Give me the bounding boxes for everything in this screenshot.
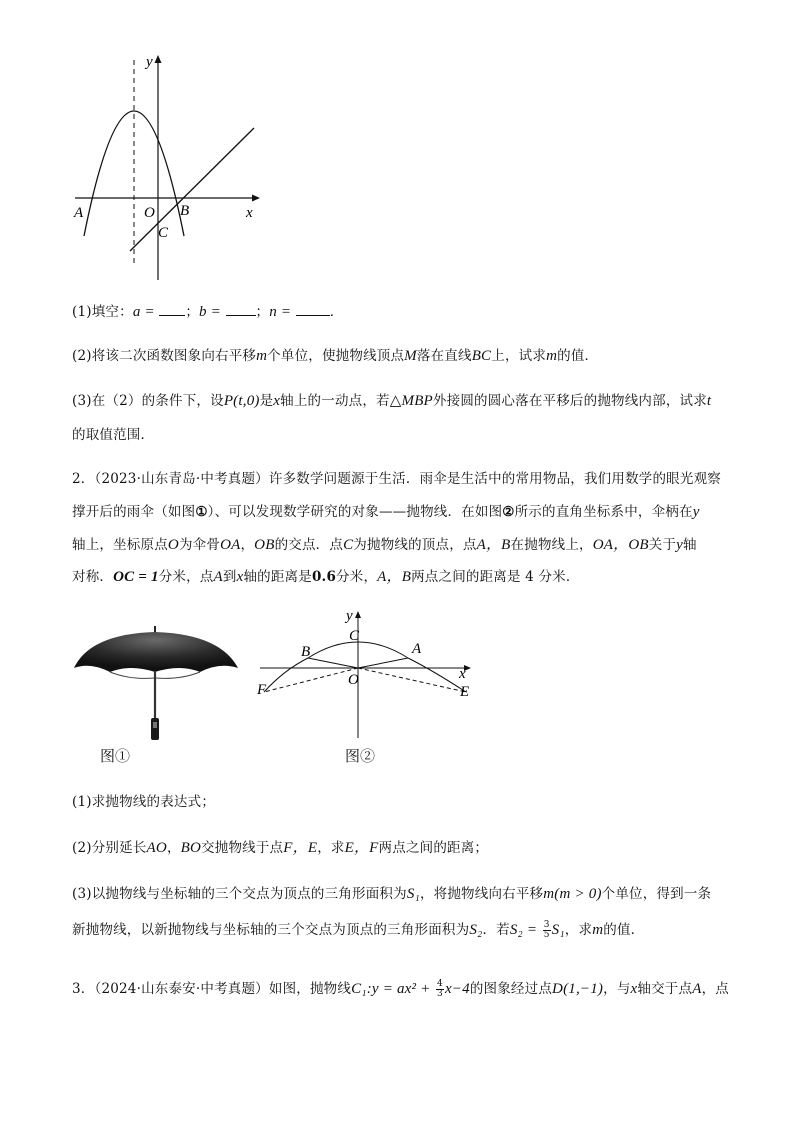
p2-line4c: 到 bbox=[222, 569, 237, 585]
p2-q2-BO: BO bbox=[180, 840, 202, 856]
p2-q3-line2d: 的值． bbox=[603, 922, 645, 938]
problem2-q2 bbox=[72, 838, 488, 858]
p2-math-AB2: A，B bbox=[377, 569, 412, 585]
umbrella-handle-ring bbox=[153, 722, 157, 728]
fig2-extension-OE bbox=[358, 668, 466, 692]
p1-part2-prefix: (2)将该二次函数图象向右平移 bbox=[72, 348, 257, 364]
p3-math-A: A bbox=[692, 981, 702, 997]
p2-q3-mcond: m(m > 0) bbox=[543, 886, 602, 902]
p1-sep2: ； bbox=[255, 304, 270, 320]
problem2-line2 bbox=[72, 502, 700, 522]
p2-line2b: ）、可以发现数学研究的对象——抛物线．在如图 bbox=[207, 504, 503, 520]
label-y: y bbox=[146, 54, 153, 70]
problem1-part2 bbox=[72, 346, 598, 366]
problem2-q3-line1 bbox=[72, 884, 711, 904]
frac-den: 5 bbox=[543, 930, 550, 940]
fig2-label-x: x bbox=[459, 666, 466, 682]
p2-line3a: 轴上，坐标原点 bbox=[72, 537, 168, 553]
p2-math-C: C bbox=[343, 537, 354, 553]
fraction-4-3 bbox=[436, 980, 444, 999]
label-x: x bbox=[246, 205, 253, 221]
p3-line1a: 3．（2024·山东泰安·中考真题）如图，抛物线 bbox=[72, 981, 352, 997]
p2-math-A: A bbox=[213, 569, 223, 585]
fig2-label-E: E bbox=[460, 684, 470, 700]
p2-q2b: 交抛物线于点 bbox=[201, 840, 284, 856]
p2-q3-m: m bbox=[592, 922, 604, 938]
math-m2: m bbox=[546, 348, 558, 364]
p2-q3-S1b: S₁ bbox=[551, 922, 565, 938]
problem1-part3-line2: 的取值范围． bbox=[72, 427, 155, 443]
p3-frac-num: 4 bbox=[437, 979, 443, 989]
label-a: A bbox=[74, 205, 84, 221]
figure-parabola-line bbox=[70, 50, 270, 285]
line-bc bbox=[130, 128, 254, 251]
p2-line3f: 关于 bbox=[648, 537, 677, 553]
fig2-label-A: A bbox=[412, 641, 422, 657]
frac-num: 3 bbox=[543, 920, 550, 930]
p2-math-AB: A，B bbox=[476, 537, 511, 553]
math-P: P(t,0) bbox=[223, 393, 260, 409]
umbrella-image bbox=[70, 622, 242, 746]
p2-math-OA: OA bbox=[220, 537, 241, 553]
p2-line4e: 分米， bbox=[336, 569, 378, 585]
p2-distance: 0.6 bbox=[311, 569, 337, 585]
fig2-label-F: F bbox=[257, 682, 267, 698]
p1-end: ． bbox=[329, 304, 344, 320]
fig2-parabola-right bbox=[408, 658, 466, 692]
p2-line2a: 撑开后的雨伞（如图 bbox=[72, 504, 196, 520]
fig2-label-B: B bbox=[301, 644, 311, 660]
problem3-line1 bbox=[72, 979, 729, 999]
p3-math-D: D(1,−1) bbox=[552, 981, 604, 997]
p1-part3-prefix: (3)在（2）的条件下，设 bbox=[72, 393, 224, 409]
fig2-label-C: C bbox=[349, 628, 360, 644]
p2-q2a: (2)分别延长 bbox=[72, 840, 147, 856]
p1-b-label: b = bbox=[199, 304, 221, 320]
x-axis-arrow bbox=[252, 195, 260, 202]
problem2-line1: 2．（2023·山东青岛·中考真题）许多数学问题源于生活．雨伞是生活中的常用物品，我们用数学的眼光观察 bbox=[72, 471, 721, 487]
caption-figure-1: 图① bbox=[100, 747, 131, 765]
p2-line4f: 两点之间的距离是 4 分米． bbox=[411, 569, 580, 585]
math-m: m bbox=[256, 348, 268, 364]
p1-n-label: n = bbox=[269, 304, 292, 320]
fig2-label-O: O bbox=[348, 672, 359, 688]
figure-umbrella-coordinates bbox=[254, 606, 478, 740]
p1-part1-prefix: (1)填空： bbox=[72, 304, 133, 320]
p2-math-OC: OC = 1 bbox=[113, 569, 159, 585]
p2-line3d: 为抛物线的顶点，点 bbox=[353, 537, 477, 553]
problem2-q3-line2 bbox=[72, 920, 644, 940]
p2-circled-2: ② bbox=[502, 504, 515, 520]
problem2-q1: (1)求抛物线的表达式； bbox=[72, 794, 216, 810]
p2-q2d: ，求 bbox=[317, 840, 345, 856]
p2-math-y2: y bbox=[676, 537, 684, 553]
p2-line3c: 的交点．点 bbox=[274, 537, 344, 553]
p2-math-O: O bbox=[167, 537, 179, 553]
math-M: M bbox=[404, 348, 417, 364]
umbrella-canopy bbox=[74, 632, 238, 672]
problem1-part1 bbox=[72, 302, 343, 322]
p2-math-OAOB: OA，OB bbox=[592, 537, 649, 553]
math-BC: BC bbox=[471, 348, 492, 364]
blank-n[interactable] bbox=[296, 315, 330, 316]
p1-part3-t1: 是 bbox=[259, 393, 274, 409]
blank-a[interactable] bbox=[159, 315, 185, 316]
p3-frac-den: 3 bbox=[437, 989, 443, 999]
p2-q3b: ，将抛物线向右平移 bbox=[419, 886, 544, 902]
p2-q3-S2eq: S₂ = bbox=[509, 922, 538, 938]
p1-part2-t1: 个单位，使抛物线顶点 bbox=[267, 348, 405, 364]
umbrella-handle bbox=[151, 718, 159, 740]
p3-line1b: 的图象经过点 bbox=[469, 981, 553, 997]
fig2-label-y: y bbox=[346, 608, 353, 624]
p1-sep1: ； bbox=[185, 304, 200, 320]
p2-math-OB: OB bbox=[254, 537, 275, 553]
p1-part3-t3: 外接圆的圆心落在平移后的抛物线内部，试求 bbox=[432, 393, 707, 409]
problem1-part3-line1 bbox=[72, 391, 711, 411]
p3-line1e: ，点 bbox=[701, 981, 729, 997]
p2-line2c: 所示的直角坐标系中，伞柄在 bbox=[514, 504, 693, 520]
p2-q2-AO: AO bbox=[146, 840, 167, 856]
problem2-line4 bbox=[72, 567, 580, 587]
p2-line4d: 轴的距离是 bbox=[243, 569, 312, 585]
p2-line4a: 对称． bbox=[72, 569, 114, 585]
p1-part2-t3: 上，试求 bbox=[491, 348, 547, 364]
p2-q2e: 两点之间的距离； bbox=[378, 840, 489, 856]
fig2-extension-OF bbox=[264, 668, 358, 692]
p2-comma: ， bbox=[240, 537, 255, 553]
p2-line4b: 分米，点 bbox=[158, 569, 214, 585]
p3-math-C1b: x−4 bbox=[444, 981, 470, 997]
p2-q3c: 个单位，得到一条 bbox=[601, 886, 712, 902]
p2-line3b: 为伞骨 bbox=[178, 537, 221, 553]
p1-a-label: a = bbox=[132, 304, 155, 320]
label-b: B bbox=[180, 203, 190, 219]
p1-part3-t2: 轴上的一动点，若 bbox=[280, 393, 390, 409]
p1-part2-t4: 的值． bbox=[557, 348, 599, 364]
fig2-segment-OB bbox=[308, 658, 358, 668]
p2-q3-line2b: ．若 bbox=[482, 922, 510, 938]
p2-q3-line2c: ，求 bbox=[564, 922, 593, 938]
p3-math-x: x bbox=[630, 981, 638, 997]
problem2-line3 bbox=[72, 535, 697, 555]
p2-q3-S1: S₁ bbox=[406, 886, 420, 902]
fig2-segment-OA bbox=[358, 658, 408, 668]
p2-q3-line2a: 新抛物线，以新抛物线与坐标轴的三个交点为顶点的三角形面积为 bbox=[72, 922, 470, 938]
p2-math-y: y bbox=[692, 504, 700, 520]
fig2-parabola-left bbox=[264, 658, 308, 692]
math-t: t bbox=[706, 393, 712, 409]
p3-line1c: ，与 bbox=[603, 981, 631, 997]
p2-q2-comma: ， bbox=[166, 840, 181, 856]
p2-math-x: x bbox=[236, 569, 244, 585]
p3-line1d: 轴交于点 bbox=[637, 981, 693, 997]
p2-line3e: 在抛物线上， bbox=[510, 537, 593, 553]
fig2-y-arrow bbox=[355, 611, 361, 618]
p2-q2-EF: E，F bbox=[344, 840, 379, 856]
p2-circled-1: ① bbox=[195, 504, 208, 520]
math-x: x bbox=[273, 393, 281, 409]
label-o: O bbox=[144, 205, 155, 221]
fraction-3-5 bbox=[543, 921, 551, 940]
label-c: C bbox=[158, 225, 169, 241]
p2-q3a: (3)以抛物线与坐标轴的三个交点为顶点的三角形面积为 bbox=[72, 886, 407, 902]
blank-b[interactable] bbox=[226, 315, 256, 316]
math-triangle-MBP: △MBP bbox=[389, 393, 433, 409]
p1-part2-t2: 落在直线 bbox=[416, 348, 472, 364]
y-axis-arrow bbox=[155, 55, 162, 63]
caption-figure-2: 图② bbox=[345, 747, 376, 765]
p2-q3-S2: S₂ bbox=[469, 922, 483, 938]
p3-math-C1: C₁:y = ax² + bbox=[351, 981, 431, 997]
p2-q2-FE: F，E bbox=[283, 840, 318, 856]
p2-line3g: 轴 bbox=[683, 537, 697, 553]
